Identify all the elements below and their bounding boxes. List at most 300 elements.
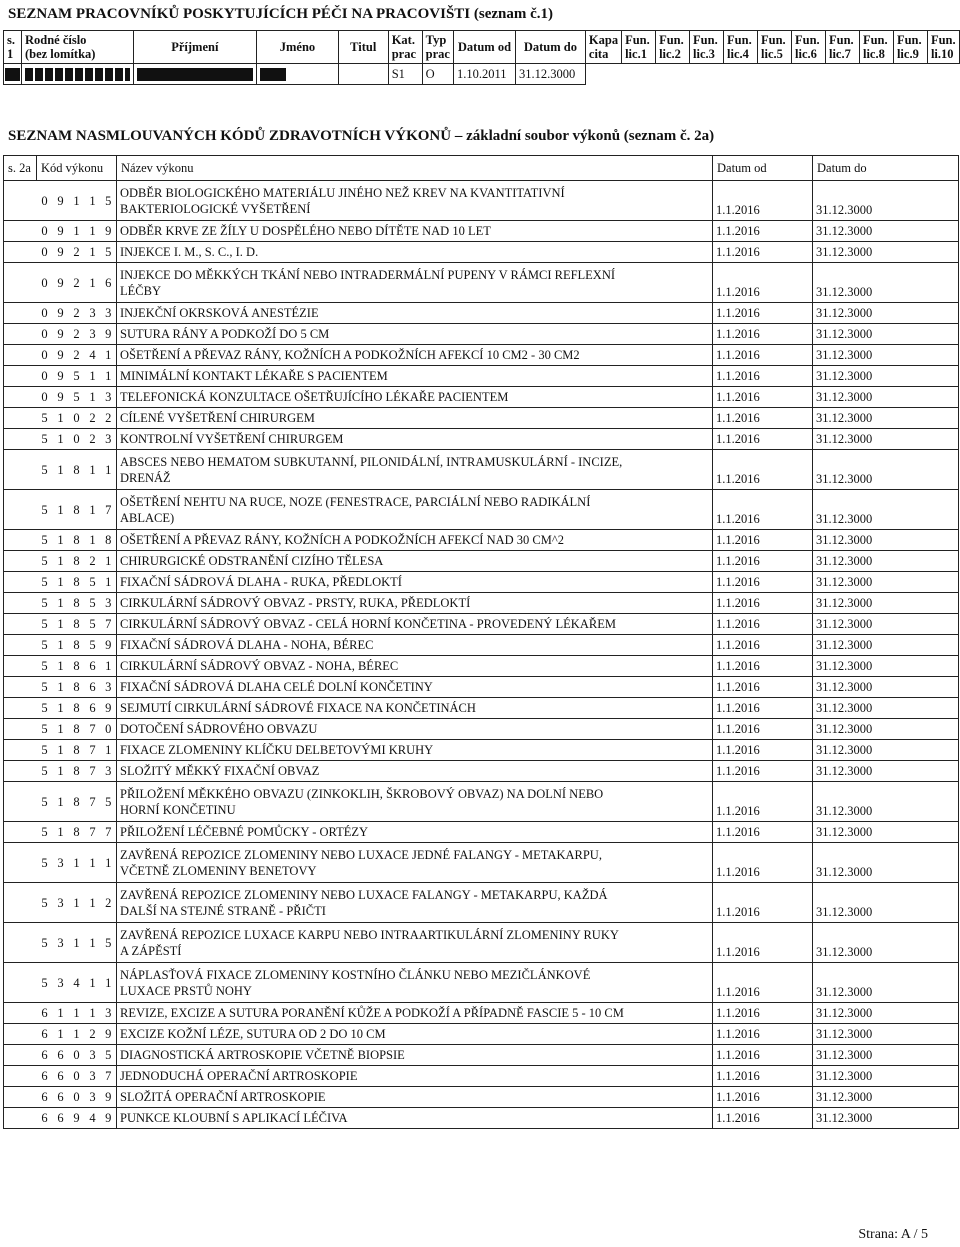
service-row — [4, 656, 959, 677]
service-datum-do: 31.12.3000 — [813, 719, 959, 740]
header-datum-od: Datum od — [713, 156, 813, 181]
service-row — [4, 450, 959, 490]
code-digit: 1 — [53, 782, 69, 822]
code-digit: 0 — [37, 324, 53, 345]
code-digit: 1 — [69, 923, 85, 963]
service-name: FIXACE ZLOMENINY KLÍČKU DELBETOVÝMI KRUHY — [117, 740, 713, 761]
service-datum-do: 31.12.3000 — [813, 429, 959, 450]
code-digit: 6 — [53, 1087, 69, 1108]
service-name: SUTURA RÁNY A PODKOŽÍ DO 5 CM — [117, 324, 713, 345]
service-s2a-cell — [4, 1066, 37, 1087]
code-digit: 3 — [85, 1066, 101, 1087]
code-digit: 5 — [101, 923, 117, 963]
service-datum-do: 31.12.3000 — [813, 740, 959, 761]
code-digit: 9 — [101, 1024, 117, 1045]
code-digit: 7 — [101, 490, 117, 530]
code-digit: 5 — [85, 614, 101, 635]
code-digit: 6 — [53, 1108, 69, 1129]
service-row — [4, 345, 959, 366]
header-fun-lic-6: Fun. lic.6 — [792, 31, 826, 64]
code-digit: 3 — [53, 923, 69, 963]
code-digit: 5 — [37, 822, 53, 843]
service-name: SLOŽITÁ OPERAČNÍ ARTROSKOPIE — [117, 1087, 713, 1108]
code-digit: 1 — [101, 843, 117, 883]
code-digit: 1 — [101, 366, 117, 387]
code-digit: 7 — [85, 719, 101, 740]
code-digit: 5 — [37, 593, 53, 614]
code-digit: 2 — [69, 303, 85, 324]
service-s2a-cell — [4, 677, 37, 698]
service-row — [4, 740, 959, 761]
services-section-title: SEZNAM NASMLOUVANÝCH KÓDŮ ZDRAVOTNÍCH VÝKONŮ – základní soubor výkonů (seznam č. 2a) — [8, 128, 715, 144]
code-digit: 5 — [37, 963, 53, 1003]
service-s2a-cell — [4, 408, 37, 429]
code-digit: 7 — [85, 782, 101, 822]
service-datum-od: 1.1.2016 — [713, 530, 813, 551]
code-digit: 9 — [53, 242, 69, 263]
header-typ-prac: Typ prac — [422, 31, 453, 64]
service-s2a-cell — [4, 740, 37, 761]
code-digit: 1 — [53, 530, 69, 551]
service-datum-do: 31.12.3000 — [813, 883, 959, 923]
code-digit: 5 — [37, 429, 53, 450]
code-digit: 2 — [101, 408, 117, 429]
service-datum-od: 1.1.2016 — [713, 181, 813, 221]
code-digit: 8 — [69, 719, 85, 740]
header-fun-lic-2: Fun. lic.2 — [656, 31, 690, 64]
service-datum-do: 31.12.3000 — [813, 677, 959, 698]
service-datum-do: 31.12.3000 — [813, 1108, 959, 1129]
services-table — [3, 155, 959, 1129]
header-fun-lic-1: Fun. lic.1 — [622, 31, 656, 64]
service-datum-do: 31.12.3000 — [813, 303, 959, 324]
code-digit: 1 — [85, 366, 101, 387]
service-datum-do: 31.12.3000 — [813, 1003, 959, 1024]
service-name: FIXAČNÍ SÁDROVÁ DLAHA - RUKA, PŘEDLOKTÍ — [117, 572, 713, 593]
service-row — [4, 677, 959, 698]
code-digit: 0 — [37, 242, 53, 263]
code-digit: 0 — [37, 345, 53, 366]
header-kapacita: Kapa cita — [585, 31, 621, 64]
code-digit: 3 — [53, 843, 69, 883]
code-digit: 9 — [53, 324, 69, 345]
service-s2a-cell — [4, 843, 37, 883]
service-datum-od: 1.1.2016 — [713, 761, 813, 782]
code-digit: 5 — [37, 572, 53, 593]
code-digit: 6 — [37, 1045, 53, 1066]
service-datum-do: 31.12.3000 — [813, 1045, 959, 1066]
service-name: ODBĚR BIOLOGICKÉHO MATERIÁLU JINÉHO NEŽ KREV NA KVANTITATIVNÍ BAKTERIOLOGICKÉ VYŠETŘENÍ — [117, 181, 713, 221]
code-digit: 1 — [69, 1024, 85, 1045]
header-titul: Titul — [338, 31, 388, 64]
code-digit: 9 — [53, 303, 69, 324]
header-fun-lic-7: Fun. lic.7 — [825, 31, 859, 64]
header-prijmeni: Příjmení — [133, 31, 257, 64]
service-row — [4, 408, 959, 429]
code-digit: 9 — [101, 635, 117, 656]
services-body — [4, 181, 959, 1129]
service-datum-od: 1.1.2016 — [713, 593, 813, 614]
code-digit: 1 — [69, 883, 85, 923]
code-digit: 6 — [53, 1045, 69, 1066]
code-digit: 8 — [69, 822, 85, 843]
code-digit: 4 — [69, 963, 85, 1003]
service-row — [4, 698, 959, 719]
service-row — [4, 572, 959, 593]
service-row — [4, 303, 959, 324]
code-digit: 8 — [69, 450, 85, 490]
code-digit: 6 — [85, 677, 101, 698]
employee-datum-do: 31.12.3000 — [515, 64, 585, 85]
service-name: INJEKČNÍ OKRSKOVÁ ANESTÉZIE — [117, 303, 713, 324]
code-digit: 9 — [101, 221, 117, 242]
code-digit: 5 — [37, 656, 53, 677]
service-name: CHIRURGICKÉ ODSTRANĚNÍ CIZÍHO TĚLESA — [117, 551, 713, 572]
service-name: DIAGNOSTICKÁ ARTROSKOPIE VČETNĚ BIOPSIE — [117, 1045, 713, 1066]
code-digit: 1 — [53, 1003, 69, 1024]
service-name: CIRKULÁRNÍ SÁDROVÝ OBVAZ - PRSTY, RUKA, PŘEDLOKTÍ — [117, 593, 713, 614]
service-datum-do: 31.12.3000 — [813, 1066, 959, 1087]
service-name: ABSCES NEBO HEMATOM SUBKUTANNÍ, PILONIDÁLNÍ, INTRAMUSKULÁRNÍ - INCIZE, DRENÁŽ — [117, 450, 713, 490]
code-digit: 1 — [53, 408, 69, 429]
code-digit: 6 — [37, 1108, 53, 1129]
code-digit: 3 — [101, 303, 117, 324]
service-s2a-cell — [4, 181, 37, 221]
service-s2a-cell — [4, 303, 37, 324]
service-name: PŘILOŽENÍ MĚKKÉHO OBVAZU (ZINKOKLIH, ŠKROBOVÝ OBVAZ) NA DOLNÍ NEBO HORNÍ KONČETINU — [117, 782, 713, 822]
service-s2a-cell — [4, 345, 37, 366]
service-s2a-cell — [4, 450, 37, 490]
code-digit: 8 — [69, 677, 85, 698]
service-row — [4, 1108, 959, 1129]
code-digit: 4 — [85, 1108, 101, 1129]
code-digit: 2 — [85, 551, 101, 572]
header-fun-lic-5: Fun. lic.5 — [758, 31, 792, 64]
employees-section-title: SEZNAM PRACOVNÍKŮ POSKYTUJÍCÍCH PÉČI NA PRACOVIŠTI (seznam č.1) — [8, 6, 554, 22]
service-datum-do: 31.12.3000 — [813, 450, 959, 490]
service-s2a-cell — [4, 822, 37, 843]
code-digit: 7 — [85, 761, 101, 782]
code-digit: 6 — [101, 263, 117, 303]
service-row — [4, 324, 959, 345]
service-datum-od: 1.1.2016 — [713, 450, 813, 490]
code-digit: 8 — [69, 635, 85, 656]
service-row — [4, 221, 959, 242]
service-s2a-cell — [4, 263, 37, 303]
service-row — [4, 242, 959, 263]
service-datum-do: 31.12.3000 — [813, 843, 959, 883]
code-digit: 2 — [85, 408, 101, 429]
code-digit: 5 — [37, 551, 53, 572]
service-datum-od: 1.1.2016 — [713, 345, 813, 366]
service-datum-od: 1.1.2016 — [713, 923, 813, 963]
service-name: OŠETŘENÍ A PŘEVAZ RÁNY, KOŽNÍCH A PODKOŽNÍCH AFEKCÍ 10 CM2 - 30 CM2 — [117, 345, 713, 366]
service-row — [4, 719, 959, 740]
code-digit: 6 — [37, 1066, 53, 1087]
code-digit: 8 — [101, 530, 117, 551]
service-s2a-cell — [4, 221, 37, 242]
code-digit: 5 — [37, 614, 53, 635]
code-digit: 5 — [37, 843, 53, 883]
code-digit: 1 — [53, 677, 69, 698]
service-row — [4, 614, 959, 635]
code-digit: 5 — [101, 242, 117, 263]
service-s2a-cell — [4, 656, 37, 677]
service-s2a-cell — [4, 761, 37, 782]
service-s2a-cell — [4, 698, 37, 719]
code-digit: 1 — [53, 740, 69, 761]
code-digit: 1 — [69, 181, 85, 221]
service-row — [4, 843, 959, 883]
header-datum-od: Datum od — [453, 31, 515, 64]
code-digit: 1 — [85, 387, 101, 408]
code-digit: 6 — [85, 656, 101, 677]
service-s2a-cell — [4, 614, 37, 635]
code-digit: 3 — [101, 593, 117, 614]
header-datum-do: Datum do — [515, 31, 585, 64]
service-s2a-cell — [4, 1045, 37, 1066]
service-row — [4, 490, 959, 530]
service-datum-od: 1.1.2016 — [713, 1087, 813, 1108]
code-digit: 5 — [37, 761, 53, 782]
code-digit: 6 — [37, 1024, 53, 1045]
code-digit: 8 — [69, 614, 85, 635]
service-datum-do: 31.12.3000 — [813, 242, 959, 263]
service-s2a-cell — [4, 923, 37, 963]
code-digit: 3 — [85, 1045, 101, 1066]
code-digit: 5 — [37, 635, 53, 656]
employee-titul — [338, 64, 388, 85]
code-digit: 1 — [53, 572, 69, 593]
service-row — [4, 635, 959, 656]
page-footer: Strana: A / 5 — [858, 1227, 928, 1242]
service-s2a-cell — [4, 963, 37, 1003]
service-s2a-cell — [4, 1108, 37, 1129]
header-s2a: s. 2a — [4, 156, 37, 181]
service-row — [4, 530, 959, 551]
service-datum-od: 1.1.2016 — [713, 782, 813, 822]
service-name: PUNKCE KLOUBNÍ S APLIKACÍ LÉČIVA — [117, 1108, 713, 1129]
service-datum-do: 31.12.3000 — [813, 263, 959, 303]
code-digit: 0 — [69, 1066, 85, 1087]
header-fun-lic-10: Fun. li.10 — [927, 31, 959, 64]
code-digit: 0 — [69, 408, 85, 429]
code-digit: 1 — [53, 1024, 69, 1045]
code-digit: 1 — [53, 429, 69, 450]
code-digit: 5 — [101, 1045, 117, 1066]
code-digit: 9 — [53, 366, 69, 387]
code-digit: 0 — [37, 303, 53, 324]
code-digit: 7 — [101, 822, 117, 843]
service-name: CIRKULÁRNÍ SÁDROVÝ OBVAZ - CELÁ HORNÍ KONČETINA - PROVEDENÝ LÉKAŘEM — [117, 614, 713, 635]
service-datum-od: 1.1.2016 — [713, 1003, 813, 1024]
code-digit: 1 — [85, 1003, 101, 1024]
code-digit: 9 — [101, 1087, 117, 1108]
service-row — [4, 181, 959, 221]
service-datum-do: 31.12.3000 — [813, 324, 959, 345]
code-digit: 1 — [85, 221, 101, 242]
code-digit: 8 — [69, 572, 85, 593]
code-digit: 1 — [53, 635, 69, 656]
employee-rodne-cislo — [21, 64, 133, 85]
code-digit: 1 — [101, 572, 117, 593]
code-digit: 3 — [85, 303, 101, 324]
service-datum-od: 1.1.2016 — [713, 635, 813, 656]
service-name: NÁPLASŤOVÁ FIXACE ZLOMENINY KOSTNÍHO ČLÁNKU NEBO MEZIČLÁNKOVÉ LUXACE PRSTŮ NOHY — [117, 963, 713, 1003]
service-s2a-cell — [4, 719, 37, 740]
code-digit: 0 — [37, 263, 53, 303]
services-header-row — [4, 156, 959, 181]
service-datum-do: 31.12.3000 — [813, 387, 959, 408]
service-datum-do: 31.12.3000 — [813, 963, 959, 1003]
service-datum-do: 31.12.3000 — [813, 366, 959, 387]
code-digit: 3 — [101, 677, 117, 698]
service-datum-do: 31.12.3000 — [813, 656, 959, 677]
code-digit: 0 — [69, 1087, 85, 1108]
header-fun-lic-3: Fun. lic.3 — [690, 31, 724, 64]
header-jmeno: Jméno — [257, 31, 339, 64]
service-datum-do: 31.12.3000 — [813, 530, 959, 551]
employee-datum-od: 1.10.2011 — [453, 64, 515, 85]
header-fun-lic-8: Fun. lic.8 — [859, 31, 893, 64]
service-name: ODBĚR KRVE ZE ŽÍLY U DOSPĚLÉHO NEBO DÍTĚTE NAD 10 LET — [117, 221, 713, 242]
service-row — [4, 429, 959, 450]
service-s2a-cell — [4, 324, 37, 345]
service-name: SEJMUTÍ CIRKULÁRNÍ SÁDROVÉ FIXACE NA KONČETINÁCH — [117, 698, 713, 719]
service-datum-od: 1.1.2016 — [713, 366, 813, 387]
code-digit: 0 — [37, 366, 53, 387]
code-digit: 5 — [69, 387, 85, 408]
service-datum-do: 31.12.3000 — [813, 572, 959, 593]
service-name: FIXAČNÍ SÁDROVÁ DLAHA CELÉ DOLNÍ KONČETINY — [117, 677, 713, 698]
code-digit: 0 — [101, 719, 117, 740]
code-digit: 3 — [101, 429, 117, 450]
service-datum-do: 31.12.3000 — [813, 698, 959, 719]
service-name: INJEKCE I. M., S. C., I. D. — [117, 242, 713, 263]
service-row — [4, 1003, 959, 1024]
code-digit: 3 — [53, 963, 69, 1003]
service-datum-do: 31.12.3000 — [813, 1087, 959, 1108]
code-digit: 5 — [85, 593, 101, 614]
service-s2a-cell — [4, 1024, 37, 1045]
header-rodne-cislo: Rodné číslo (bez lomítka) — [21, 31, 133, 64]
code-digit: 9 — [101, 1108, 117, 1129]
code-digit: 7 — [101, 614, 117, 635]
code-digit: 9 — [53, 181, 69, 221]
code-digit: 3 — [101, 1003, 117, 1024]
service-name: SLOŽITÝ MĚKKÝ FIXAČNÍ OBVAZ — [117, 761, 713, 782]
service-name: CIRKULÁRNÍ SÁDROVÝ OBVAZ - NOHA, BÉREC — [117, 656, 713, 677]
code-digit: 9 — [69, 1108, 85, 1129]
employee-kat: S1 — [388, 64, 422, 85]
service-datum-od: 1.1.2016 — [713, 614, 813, 635]
code-digit: 2 — [69, 345, 85, 366]
code-digit: 9 — [53, 263, 69, 303]
service-row — [4, 263, 959, 303]
service-row — [4, 782, 959, 822]
code-digit: 9 — [101, 698, 117, 719]
code-digit: 8 — [69, 698, 85, 719]
service-s2a-cell — [4, 429, 37, 450]
code-digit: 1 — [53, 614, 69, 635]
service-s2a-cell — [4, 883, 37, 923]
code-digit: 5 — [37, 740, 53, 761]
service-row — [4, 1087, 959, 1108]
code-digit: 9 — [53, 345, 69, 366]
service-row — [4, 923, 959, 963]
code-digit: 5 — [37, 782, 53, 822]
service-row — [4, 761, 959, 782]
service-name: ZAVŘENÁ REPOZICE LUXACE KARPU NEBO INTRAARTIKULÁRNÍ ZLOMENINY RUKY A ZÁPĚSTÍ — [117, 923, 713, 963]
code-digit: 1 — [101, 740, 117, 761]
service-datum-do: 31.12.3000 — [813, 614, 959, 635]
service-datum-do: 31.12.3000 — [813, 761, 959, 782]
service-datum-do: 31.12.3000 — [813, 408, 959, 429]
code-digit: 7 — [85, 822, 101, 843]
service-name: KONTROLNÍ VYŠETŘENÍ CHIRURGEM — [117, 429, 713, 450]
code-digit: 1 — [53, 761, 69, 782]
service-datum-od: 1.1.2016 — [713, 490, 813, 530]
service-datum-od: 1.1.2016 — [713, 572, 813, 593]
service-name: FIXAČNÍ SÁDROVÁ DLAHA - NOHA, BÉREC — [117, 635, 713, 656]
header-datum-do: Datum do — [813, 156, 959, 181]
service-datum-od: 1.1.2016 — [713, 1024, 813, 1045]
service-row — [4, 963, 959, 1003]
code-digit: 8 — [69, 761, 85, 782]
code-digit: 1 — [53, 593, 69, 614]
service-datum-od: 1.1.2016 — [713, 719, 813, 740]
service-s2a-cell — [4, 572, 37, 593]
code-digit: 6 — [85, 698, 101, 719]
service-datum-od: 1.1.2016 — [713, 303, 813, 324]
code-digit: 1 — [101, 345, 117, 366]
code-digit: 6 — [53, 1066, 69, 1087]
service-s2a-cell — [4, 1087, 37, 1108]
service-datum-od: 1.1.2016 — [713, 883, 813, 923]
header-fun-lic-4: Fun. lic.4 — [724, 31, 758, 64]
code-digit: 5 — [37, 490, 53, 530]
service-datum-do: 31.12.3000 — [813, 593, 959, 614]
code-digit: 2 — [69, 263, 85, 303]
employee-row — [4, 64, 960, 85]
code-digit: 8 — [69, 740, 85, 761]
code-digit: 7 — [85, 740, 101, 761]
code-digit: 1 — [53, 656, 69, 677]
service-row — [4, 1045, 959, 1066]
header-fun-lic-9: Fun. lic.9 — [893, 31, 927, 64]
code-digit: 1 — [85, 263, 101, 303]
service-datum-od: 1.1.2016 — [713, 677, 813, 698]
code-digit: 8 — [69, 656, 85, 677]
code-digit: 1 — [85, 242, 101, 263]
code-digit: 5 — [85, 572, 101, 593]
service-datum-do: 31.12.3000 — [813, 345, 959, 366]
service-datum-do: 31.12.3000 — [813, 181, 959, 221]
header-s1: s. 1 — [4, 31, 22, 64]
service-datum-od: 1.1.2016 — [713, 429, 813, 450]
code-digit: 8 — [69, 551, 85, 572]
code-digit: 5 — [37, 883, 53, 923]
service-row — [4, 1066, 959, 1087]
service-name: PŘILOŽENÍ LÉČEBNÉ POMŮCKY - ORTÉZY — [117, 822, 713, 843]
service-row — [4, 883, 959, 923]
code-digit: 5 — [69, 366, 85, 387]
service-name: MINIMÁLNÍ KONTAKT LÉKAŘE S PACIENTEM — [117, 366, 713, 387]
service-s2a-cell — [4, 593, 37, 614]
service-s2a-cell — [4, 782, 37, 822]
service-s2a-cell — [4, 387, 37, 408]
code-digit: 1 — [69, 1003, 85, 1024]
